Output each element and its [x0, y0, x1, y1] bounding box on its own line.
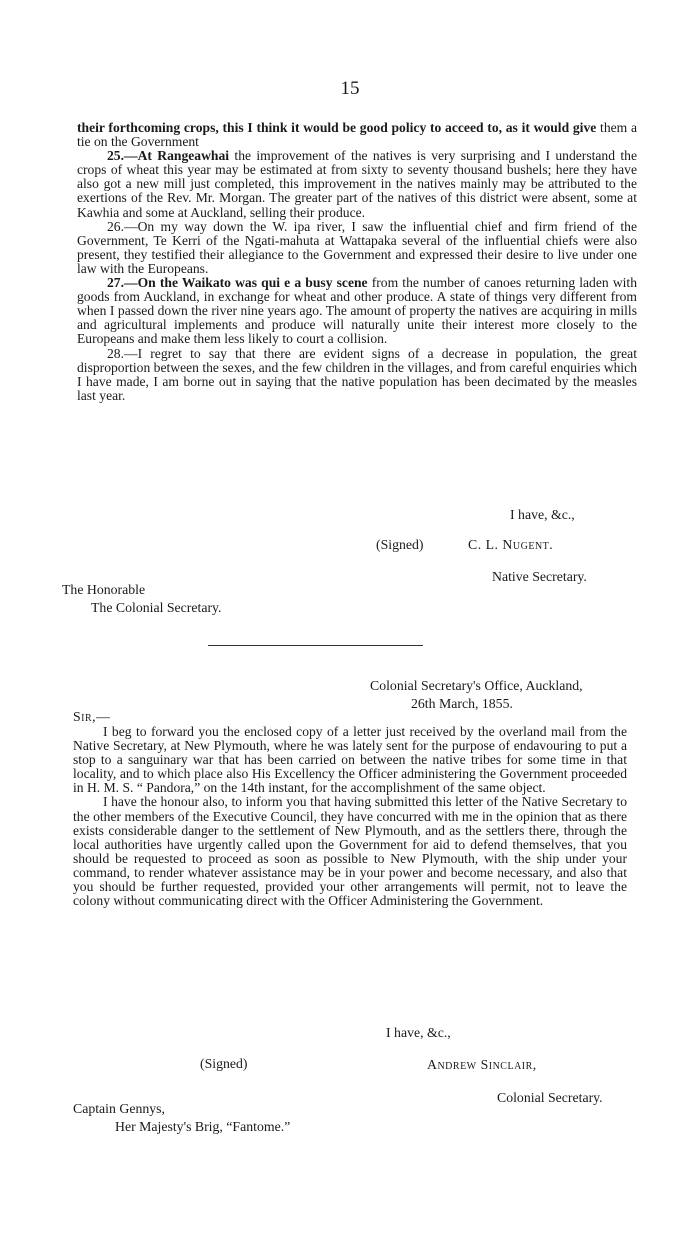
recipient-line-2: Her Majesty's Brig, “Fantome.” — [115, 1119, 291, 1134]
paragraph-28: 28.—I regret to say that there are evident signs of a decrease in population, the great disproportion between the sexes, and the few children in the villages, and from careful enquiries which I have made, I am borne out in saying that the native population has been decimated by the measles last year. — [77, 345, 637, 403]
letter-paragraph-1: I beg to forward you the enclosed copy of a letter just received by the overland mail from the Native Secretary, at New Plymouth, where he was lately sent for the purpose of endavouring to put a stop to a sanguinary war that has been carried on between the native tribes for some time in that locality, and to which place also His Excellency the Officer administering the Government proceeded in H. M. S. “ Pandora,” on the 14th instant, for the accomplishment of the same object. — [73, 724, 627, 796]
continuation-tail: them a tie on the Government — [77, 120, 637, 150]
paragraph-26: 26.—On my way down the W. ipa river, I saw the influential chief and firm friend of the Government, Te Kerri of the Ngati-mahuta at Wattapaka several of the influential chiefs were also present, they testified their allegiance to the Government and expressed their desire to live under one law with the Europeans. — [77, 218, 637, 276]
report-signed: (Signed) — [376, 537, 424, 552]
paragraph-27-head: 27.—On the Waikato was qui e a busy scene — [107, 275, 368, 291]
report-closing: I have, &c., — [510, 507, 575, 522]
report-body — [77, 121, 637, 403]
letter-salutation: Sir,— — [73, 709, 111, 724]
report-signatory: C. L. Nugent. — [468, 537, 554, 552]
letter-closing: I have, &c., — [386, 1025, 451, 1040]
letter-office: Colonial Secretary's Office, Auckland, — [370, 678, 583, 693]
paragraph-27-text: from the number of canoes returning laden with goods from Auckland, in exchange for wheat and other produce. A state of things very different from when I passed down the river nine years ago. The amount of property the natives are acquiring in mills and agricultural implements and produce will naturally unite their interest more closely to the Europeans and make them less likely to court a collision. — [77, 275, 637, 347]
section-divider — [208, 645, 423, 646]
page-number: 15 — [340, 78, 360, 99]
paragraph-25 — [77, 149, 637, 219]
letter-paragraph-2: I have the honour also, to inform you that having submitted this letter of the Native Secretary to the other members of the Executive Council, they have concurred with me in the opinion that as there exists considerable danger to the settlement of New Plymouth, and as the settlers there, through the local authorities have urgently called upon the Government for aid to defend themselves, that you should be requested to proceed as soon as possible to New Plymouth, with the ship under your command, to render whatever assistance may be in your power and become necessary, and also that you should be further requested, provided your other arrangements will permit, not to leave the colony without communicating direct with the Officer Administering the Government. — [73, 794, 627, 909]
paragraph-27 — [77, 276, 637, 346]
letter-body — [73, 725, 627, 908]
paragraph-25-number: 25. — [107, 148, 124, 164]
letter-date: 26th March, 1855. — [411, 696, 513, 711]
letter-signatory: Andrew Sinclair, — [427, 1057, 537, 1072]
continuation-lead: their forthcoming crops, this I think it would be good policy to acceed to, as it would give — [77, 120, 597, 135]
recipient-line-1: Captain Gennys, — [73, 1101, 165, 1116]
report-signatory-title: Native Secretary. — [492, 569, 587, 584]
paragraph-25-text: the improvement of the natives is very surprising and I understand the crops of wheat this year may be estimated at from sixty to seventy thousand bushels; here they have also got a new mill just completed, this improvement in the natives mainly may be attributed to the exertions of the Rev. Mr. Morgan. The greater part of the natives of this district were absent, some at Kawhia and some at Auckland, selling their produce. — [77, 148, 637, 220]
letter-signatory-title: Colonial Secretary. — [497, 1090, 603, 1105]
paragraph-continuation — [77, 121, 637, 149]
addressee-line-1: The Honorable — [62, 582, 146, 597]
addressee-line-2: The Colonial Secretary. — [91, 600, 222, 615]
letter-signed: (Signed) — [200, 1056, 248, 1071]
paragraph-25-head: —At Rangeawhai — [124, 148, 230, 164]
